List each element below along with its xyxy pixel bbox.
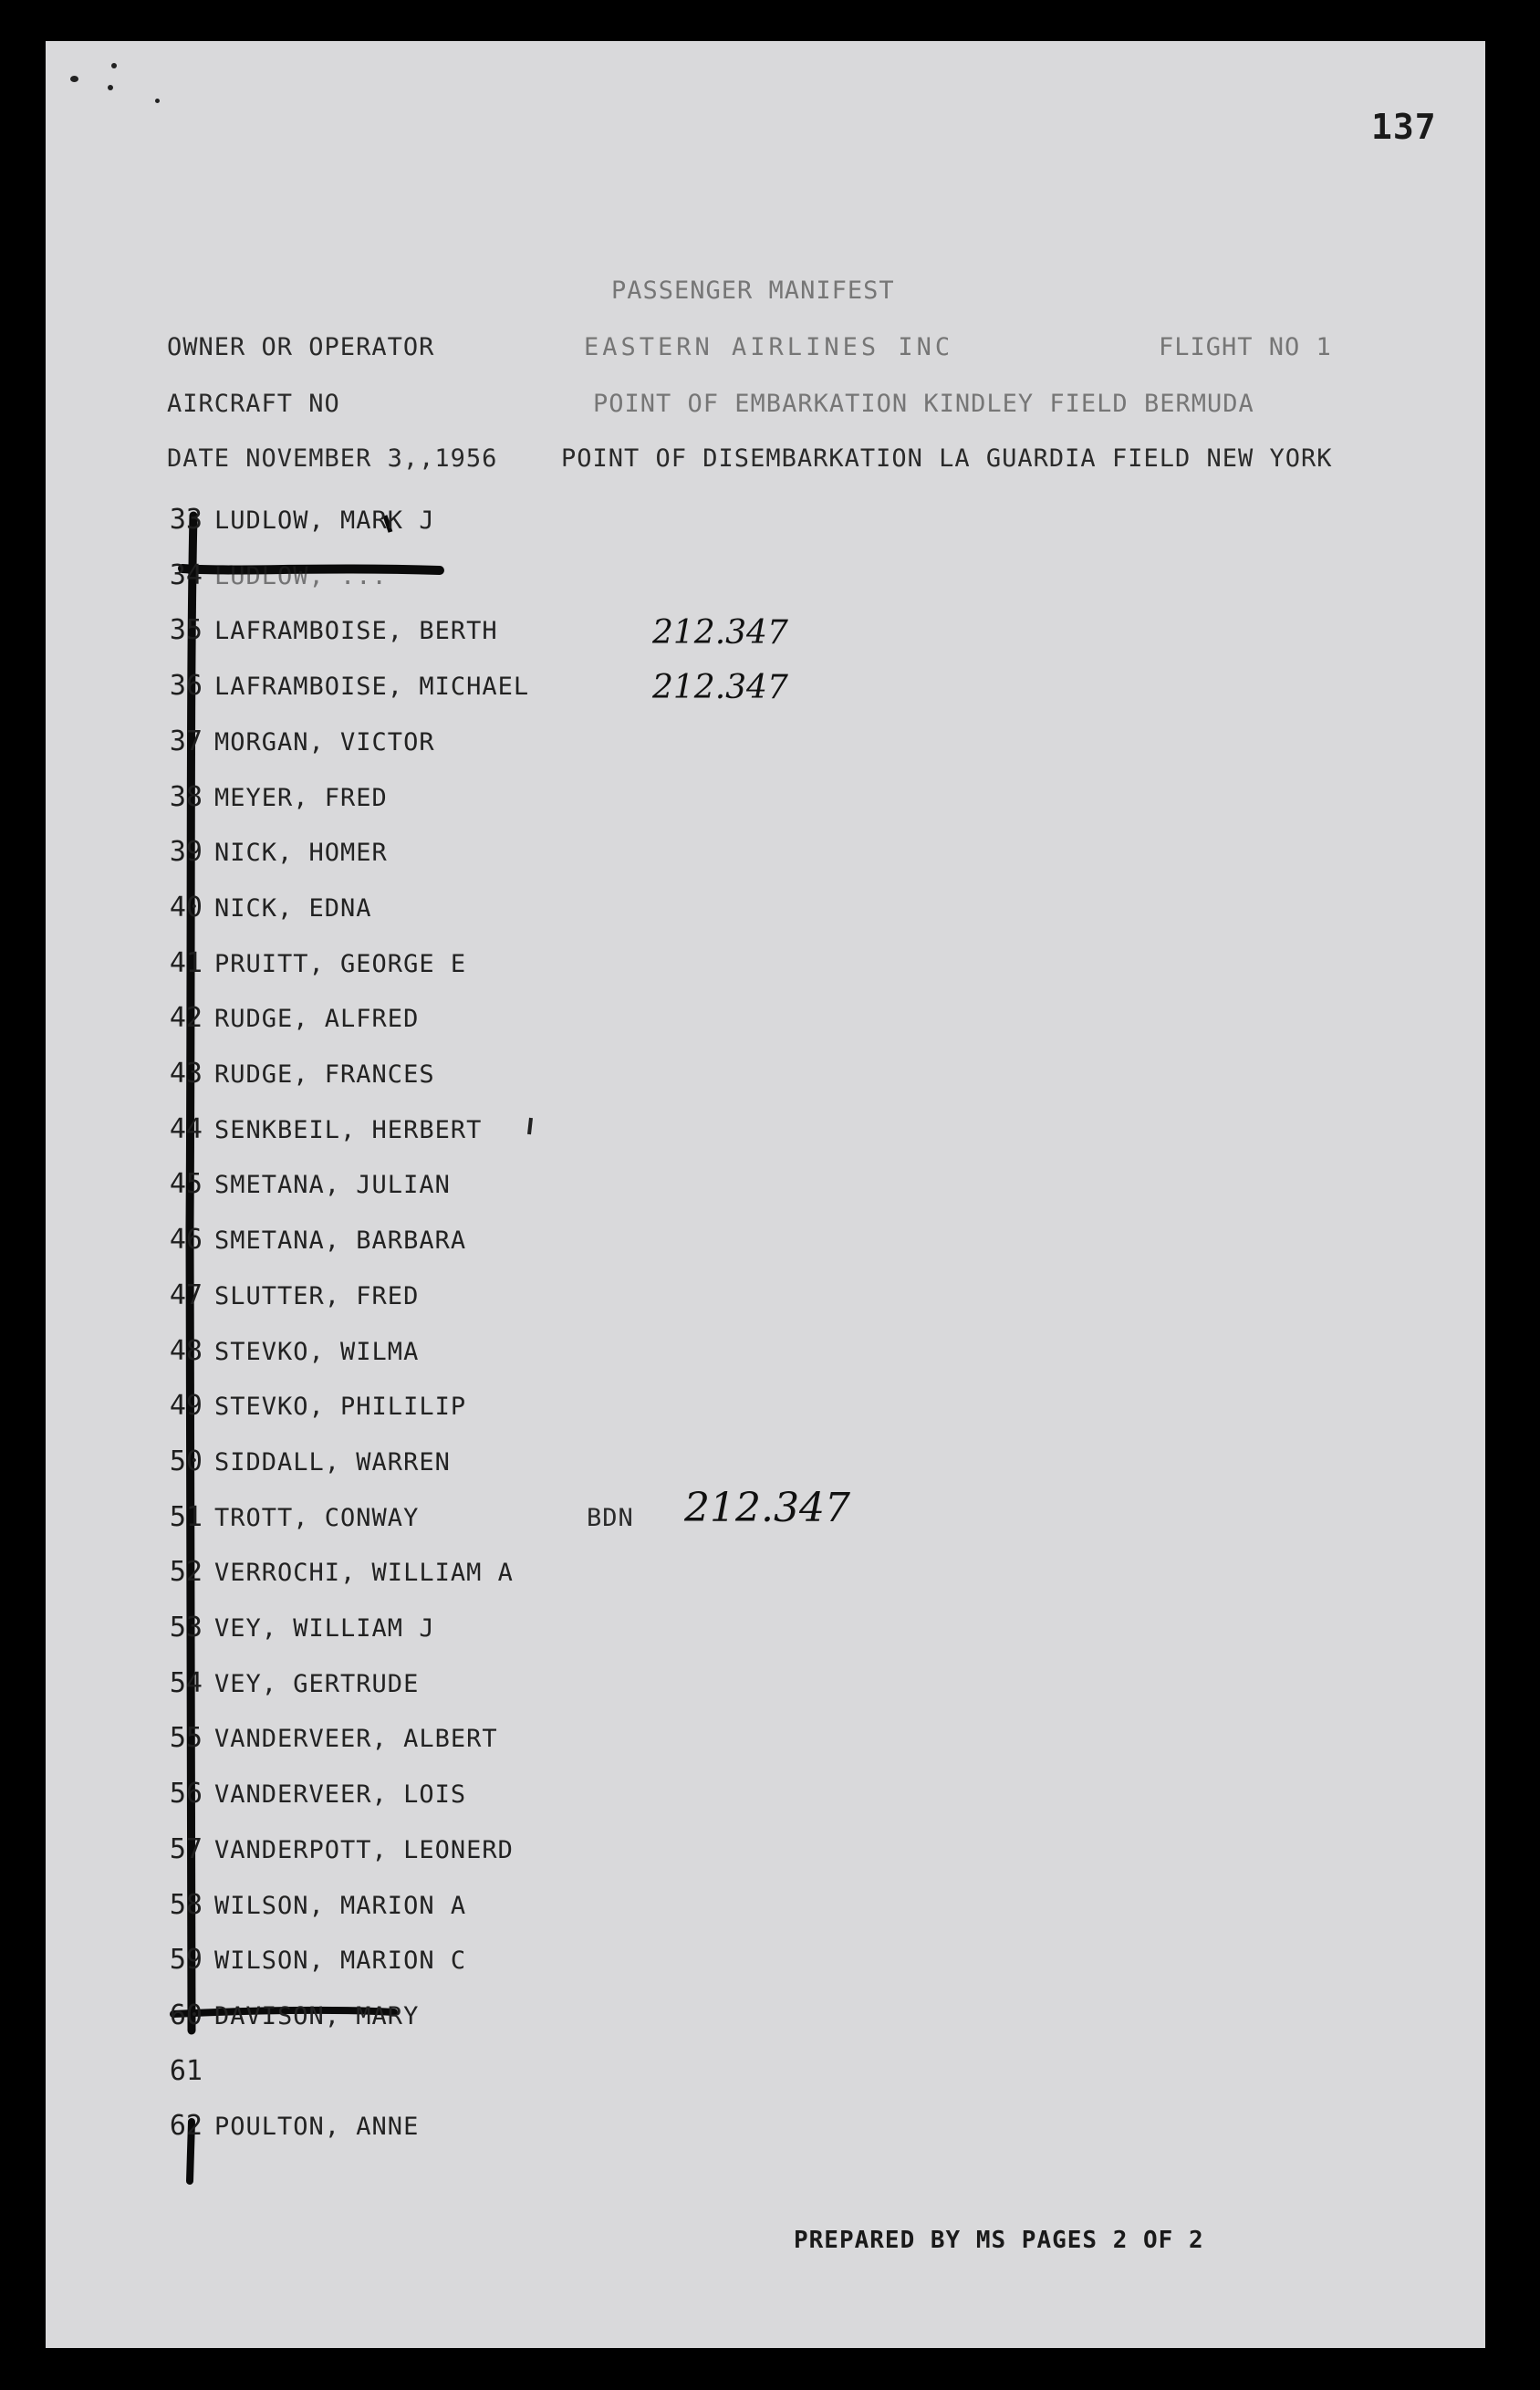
row-number: 60 bbox=[169, 1999, 203, 2031]
manifest-title: PASSENGER MANIFEST bbox=[611, 277, 895, 305]
flight-label: FLIGHT NO 1 bbox=[1159, 333, 1332, 361]
passenger-name: NICK, EDNA bbox=[214, 893, 372, 923]
row-number: 51 bbox=[169, 1500, 203, 1533]
row-number: 35 bbox=[169, 614, 203, 647]
passenger-name: MORGAN, VICTOR bbox=[214, 727, 435, 757]
page-number: 137 bbox=[1371, 107, 1437, 147]
row-number: 47 bbox=[169, 1278, 203, 1311]
passenger-name: VEY, WILLIAM J bbox=[214, 1614, 435, 1643]
passenger-name: TROTT, CONWAY bbox=[214, 1503, 420, 1532]
row-number: 56 bbox=[169, 1778, 203, 1811]
row-number: 37 bbox=[169, 725, 203, 757]
row-number: 34 bbox=[169, 558, 203, 591]
passenger-name: WILSON, MARION C bbox=[214, 1946, 467, 1976]
row-number: 62 bbox=[169, 2110, 203, 2143]
aircraft-label: AIRCRAFT NO bbox=[167, 390, 340, 418]
passenger-name: POULTON, ANNE bbox=[214, 2113, 420, 2142]
passenger-name: VANDERPOTT, LEONERD bbox=[214, 1835, 514, 1864]
owner-label: OWNER OR OPERATOR bbox=[167, 333, 435, 361]
embarkation-label: POINT OF EMBARKATION KINDLEY FIELD BERMUDA bbox=[593, 390, 1254, 418]
row-number: 57 bbox=[169, 1832, 203, 1865]
passenger-name: LAFRAMBOISE, MICHAEL bbox=[214, 673, 530, 702]
row-number: 54 bbox=[169, 1666, 203, 1699]
row-number: 44 bbox=[169, 1112, 203, 1145]
disembarkation-label: POINT OF DISEMBARKATION LA GUARDIA FIELD NEW YORK bbox=[561, 444, 1333, 473]
passenger-name: LAFRAMBOISE, BERTH bbox=[214, 617, 498, 646]
row-number: 36 bbox=[169, 670, 203, 703]
passenger-name: VANDERVEER, LOIS bbox=[214, 1780, 467, 1810]
manifest-page bbox=[46, 41, 1485, 2348]
passenger-name: WILSON, MARION A bbox=[214, 1891, 467, 1920]
handwritten-number-51: 212.347 bbox=[684, 1485, 850, 1531]
passenger-name: STEVKO, PHILILIP bbox=[214, 1393, 467, 1422]
passenger-name: RUDGE, FRANCES bbox=[214, 1060, 435, 1089]
passenger-name: STEVKO, WILMA bbox=[214, 1337, 420, 1366]
passenger-name: RUDGE, ALFRED bbox=[214, 1005, 420, 1034]
passenger-name: SMETANA, JULIAN bbox=[214, 1171, 451, 1200]
row-number: 39 bbox=[169, 836, 203, 869]
passenger-name: SIDDALL, WARREN bbox=[214, 1447, 451, 1477]
row-number: 40 bbox=[169, 891, 203, 924]
row-number: 48 bbox=[169, 1334, 203, 1367]
row-number: 53 bbox=[169, 1612, 203, 1644]
row-number: 49 bbox=[169, 1390, 203, 1423]
row-number: 58 bbox=[169, 1888, 203, 1921]
passenger-name: NICK, HOMER bbox=[214, 839, 388, 868]
row-number: 59 bbox=[169, 1944, 203, 1977]
row-number: 61 bbox=[169, 2054, 203, 2087]
passenger-name: DAVISON, MARY bbox=[214, 2001, 420, 2030]
date-label: DATE NOVEMBER 3,,1956 bbox=[167, 444, 498, 473]
bdn-label: BDN bbox=[587, 1504, 634, 1532]
row-number: 43 bbox=[169, 1058, 203, 1090]
passenger-name: VERROCHI, WILLIAM A bbox=[214, 1559, 514, 1588]
row-number: 33 bbox=[169, 504, 203, 536]
row-number: 41 bbox=[169, 946, 203, 979]
row-number: 42 bbox=[169, 1002, 203, 1035]
passenger-name: LUDLOW, MARK J bbox=[214, 506, 435, 535]
passenger-name: SLUTTER, FRED bbox=[214, 1281, 420, 1310]
passenger-name: VEY, GERTRUDE bbox=[214, 1669, 420, 1698]
passenger-name: SENKBEIL, HERBERT bbox=[214, 1115, 483, 1144]
handwritten-number-36: 212.347 bbox=[652, 669, 788, 706]
passenger-name: LUDLOW, ... bbox=[214, 561, 388, 590]
passenger-name: MEYER, FRED bbox=[214, 783, 388, 812]
passenger-name: PRUITT, GEORGE E bbox=[214, 949, 467, 978]
passenger-name: SMETANA, BARBARA bbox=[214, 1226, 467, 1256]
row-number: 38 bbox=[169, 780, 203, 813]
passenger-name: VANDERVEER, ALBERT bbox=[214, 1725, 498, 1754]
row-number: 50 bbox=[169, 1445, 203, 1477]
row-number: 52 bbox=[169, 1556, 203, 1589]
row-number: 55 bbox=[169, 1722, 203, 1755]
row-number: 45 bbox=[169, 1168, 203, 1201]
row-number: 46 bbox=[169, 1224, 203, 1257]
footer-prepared: PREPARED BY MS PAGES 2 OF 2 bbox=[794, 2227, 1204, 2254]
owner-value: EASTERN AIRLINES INC bbox=[584, 333, 954, 361]
handwritten-number-35: 212.347 bbox=[652, 614, 788, 652]
